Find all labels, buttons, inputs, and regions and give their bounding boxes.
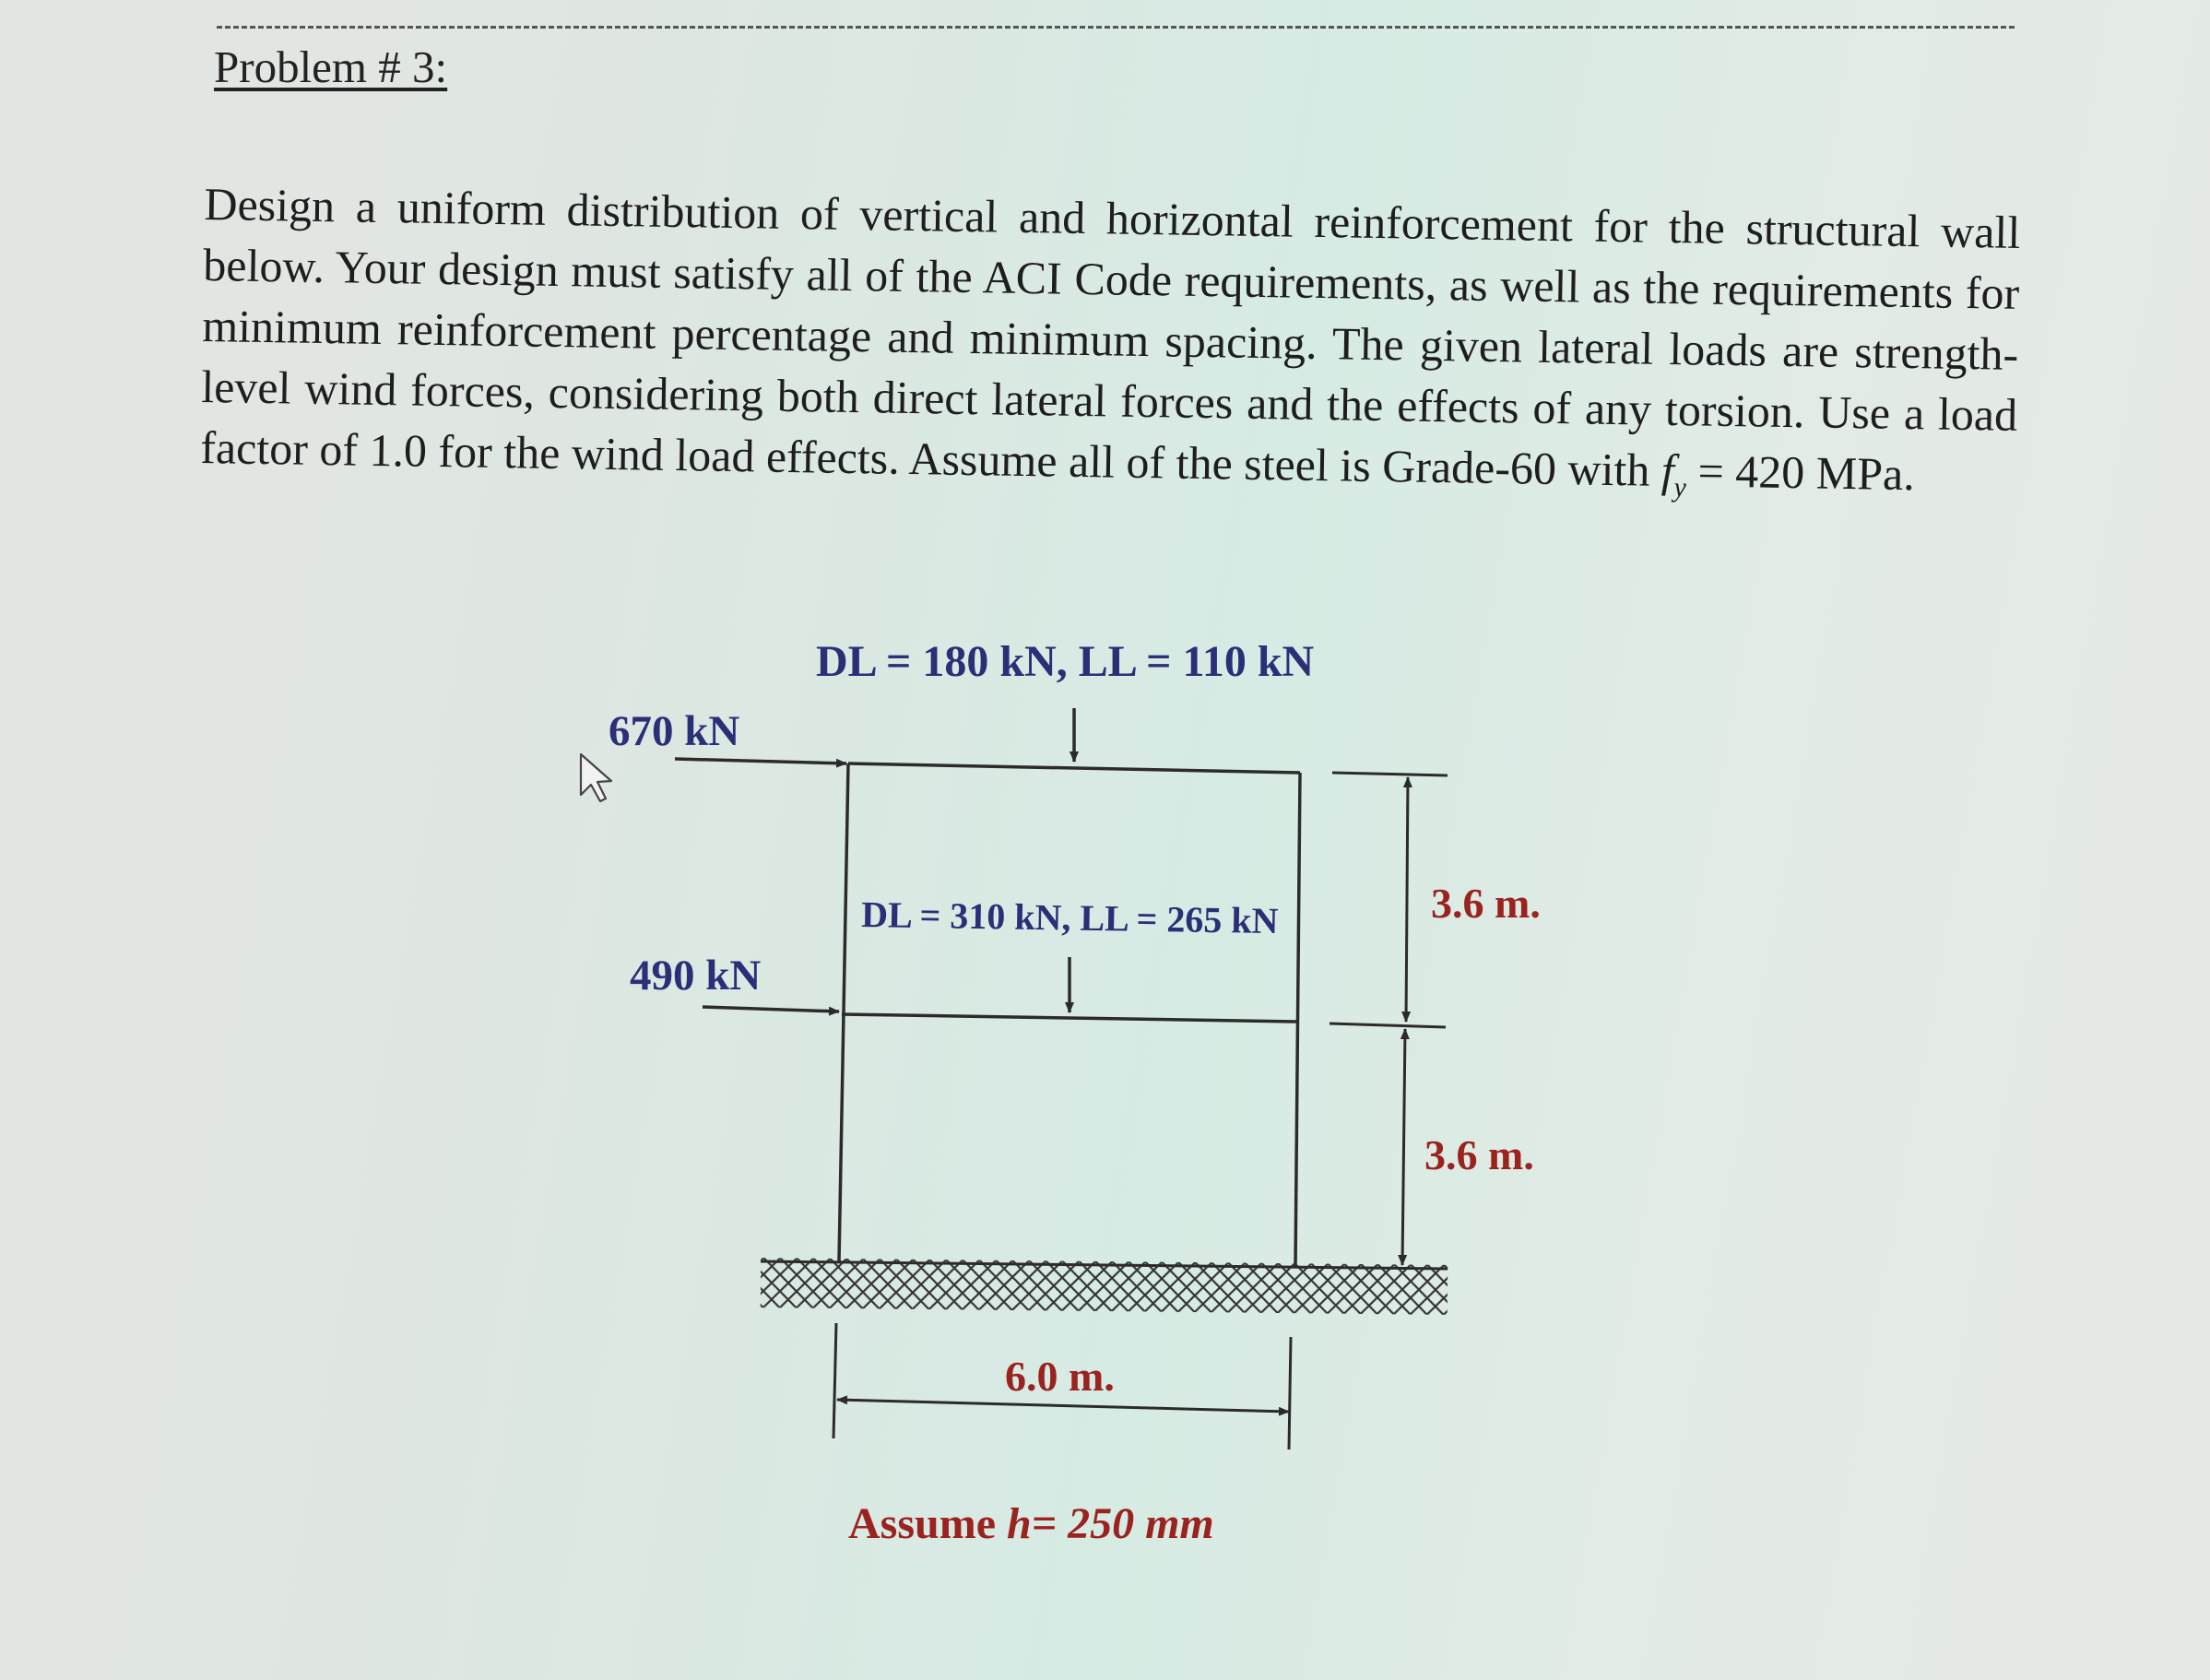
cursor-icon (581, 754, 611, 801)
wall-length-label: 6.0 m. (1005, 1353, 1115, 1400)
problem-title: Problem # 3: (214, 41, 448, 92)
wall-frame (839, 763, 1300, 1268)
dim-top-tick (1332, 773, 1448, 775)
fy-symbol: $f_y$ (1660, 444, 1687, 503)
dim-left-tick (833, 1323, 836, 1438)
upper-story-height-label: 3.6 m. (1431, 880, 1541, 927)
wall-left-edge (839, 763, 848, 1261)
fy-value: = 420 MPa. (1685, 444, 1916, 501)
dim-upper-line (1406, 777, 1408, 1022)
thickness-note: Assume h= 250 mm (848, 1499, 1214, 1548)
lateral-load-roof-label: 670 kN (609, 707, 740, 755)
height-dimension (1330, 773, 1448, 1265)
dim-right-tick (1289, 1337, 1291, 1449)
dim-length-line (837, 1400, 1289, 1412)
lateral-load-floor-label: 490 kN (630, 952, 762, 1000)
roof-load-label: DL = 180 kN, LL = 110 kN (816, 637, 1315, 686)
dim-mid-tick (1330, 1023, 1446, 1027)
floor-load-label: DL = 310 kN, LL = 265 kN (860, 893, 1279, 942)
lower-story-height-label: 3.6 m. (1424, 1131, 1534, 1178)
lateral-arrow-floor (703, 1007, 839, 1012)
dim-lower-line (1402, 1029, 1405, 1265)
problem-text-main: Design a uniform distribution of vertical and horizontal reinforcement for the structural wall below. Your design must satisfy all of the ACI Code requirements, as well as the requirements for minimum reinforcement percentage and minimum spacing. The given lateral loads are strength-level wind forces, considering both direct lateral forces and the effects of any torsion. Use a load factor of 1.0 for the wind load effects. Assume all of the steel is Grade-60 with (199, 177, 2021, 496)
wall-floor-line (842, 1014, 1298, 1022)
wall-roof-line (848, 763, 1300, 773)
lateral-arrow-roof (675, 759, 846, 763)
